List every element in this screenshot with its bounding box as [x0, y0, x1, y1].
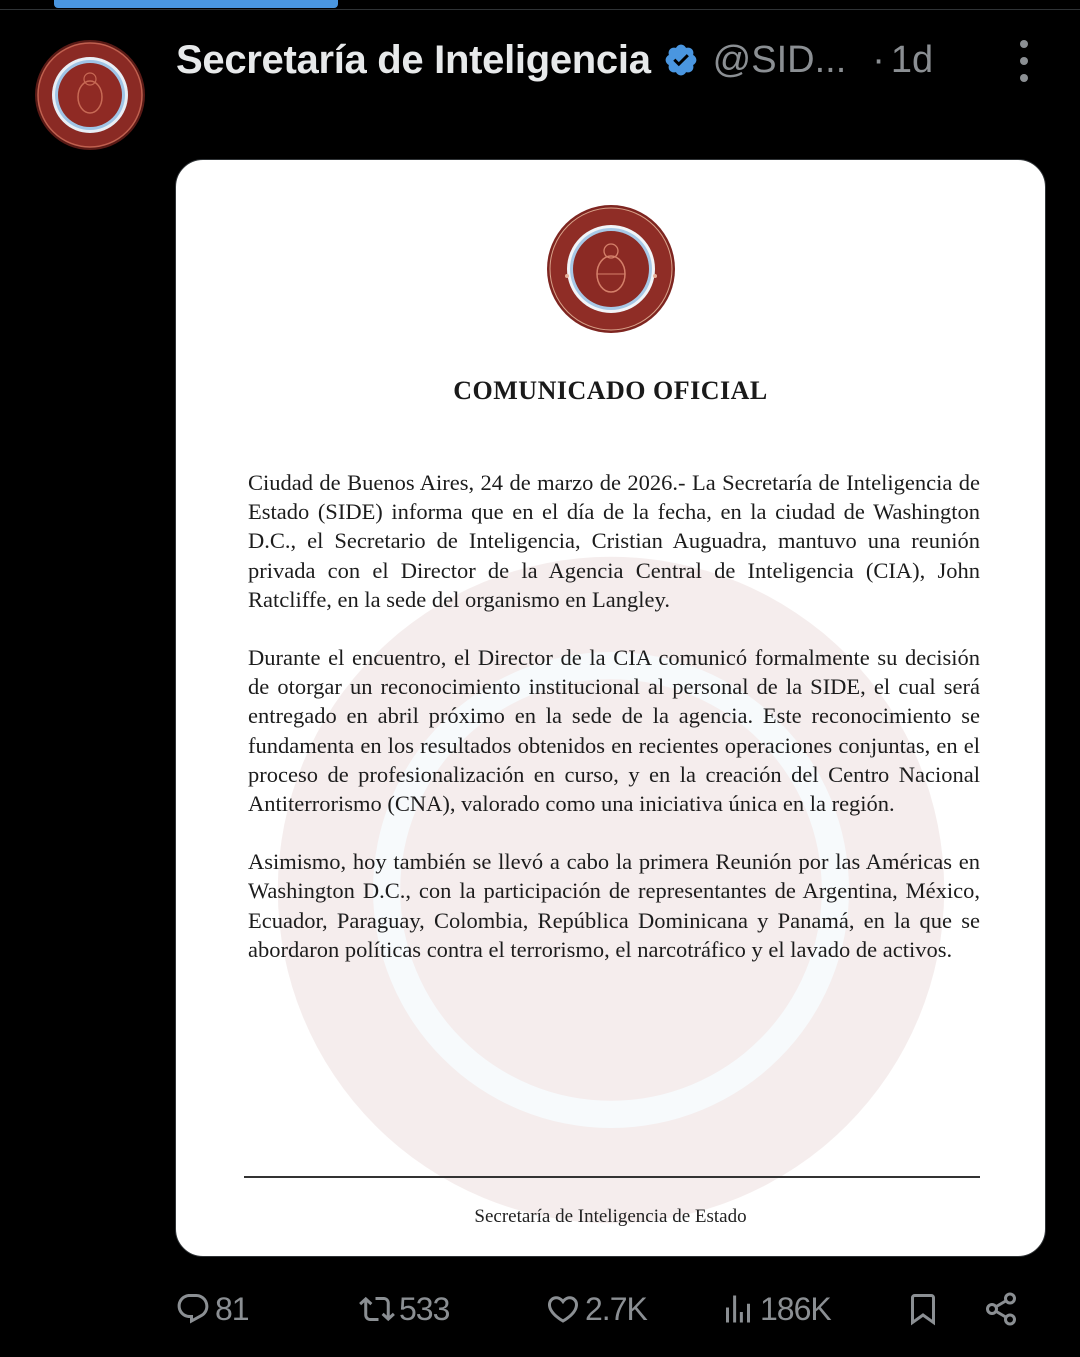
document-title: COMUNICADO OFICIAL [453, 376, 768, 405]
like-button[interactable] [545, 1285, 647, 1333]
bookmark-icon [905, 1291, 941, 1327]
views-icon [720, 1291, 756, 1327]
divider [0, 9, 1080, 10]
separator: · [872, 38, 885, 81]
post-image[interactable] [175, 159, 1046, 1257]
signature-rule [244, 1176, 980, 1178]
document-body [248, 468, 980, 993]
tab-indicator [54, 0, 338, 8]
repost-button[interactable] [359, 1285, 449, 1333]
post-header [176, 32, 933, 88]
seal-icon [34, 39, 146, 151]
share-button[interactable] [983, 1285, 1019, 1333]
avatar[interactable] [34, 39, 146, 151]
bookmark-button[interactable] [905, 1285, 941, 1333]
heart-icon [545, 1291, 581, 1327]
reply-icon [175, 1291, 211, 1327]
timestamp[interactable]: 1d [890, 38, 934, 81]
reply-button[interactable] [175, 1285, 249, 1333]
document-seal-icon [546, 204, 676, 334]
document-footer: Secretaría de Inteligencia de Estado [474, 1206, 747, 1227]
more-options-icon[interactable] [1012, 40, 1036, 82]
views-button[interactable] [720, 1285, 831, 1333]
repost-count: 533 [399, 1290, 450, 1327]
paragraph: Durante el encuentro, el Director de la CIA comunicó formalmente su decisión de otorgar un reconocimiento institucional al personal de la SIDE, el cual será entregado en abril próximo en la sede de la agencia. Este reconocimiento se fundamenta en los resultados obtenidos en recientes operaciones conjuntas, en el proceso de profesionalización en curso, y en la creación del Centro Nacional Antiterrorismo (CNA), valorado como una iniciativa única en la región. [248, 645, 980, 817]
repost-icon [359, 1291, 395, 1327]
like-count: 2.7K [585, 1290, 647, 1327]
handle[interactable]: @SID... [712, 38, 847, 81]
reply-count: 81 [215, 1290, 249, 1327]
share-icon [983, 1291, 1019, 1327]
views-count: 186K [760, 1290, 831, 1327]
verified-badge-icon [663, 42, 699, 78]
paragraph: Ciudad de Buenos Aires, 24 de marzo de 2026.- La Secretaría de Inteligencia de Estado (SIDE) informa que en el día de la fecha, en la ciudad de Washington D.C., el Secretario de Inteligencia, Cristian Auguadra, mantuvo una reunión privada con el Director de la Agencia Central de Inteligencia (CIA), John Ratcliffe, en la sede del organismo en Langley. [248, 470, 980, 612]
action-bar [175, 1285, 1035, 1333]
paragraph: Asimismo, hoy también se llevó a cabo la primera Reunión por las Américas en Washington D.C., con la participación de representantes de Argentina, México, Ecuador, Paraguay, Colombia, República Dominicana y Panamá, en la que se abordaron políticas contra el terrorismo, el narcotráfico y el lavado de activos. [248, 849, 980, 962]
display-name[interactable]: Secretaría de Inteligencia [176, 37, 651, 82]
